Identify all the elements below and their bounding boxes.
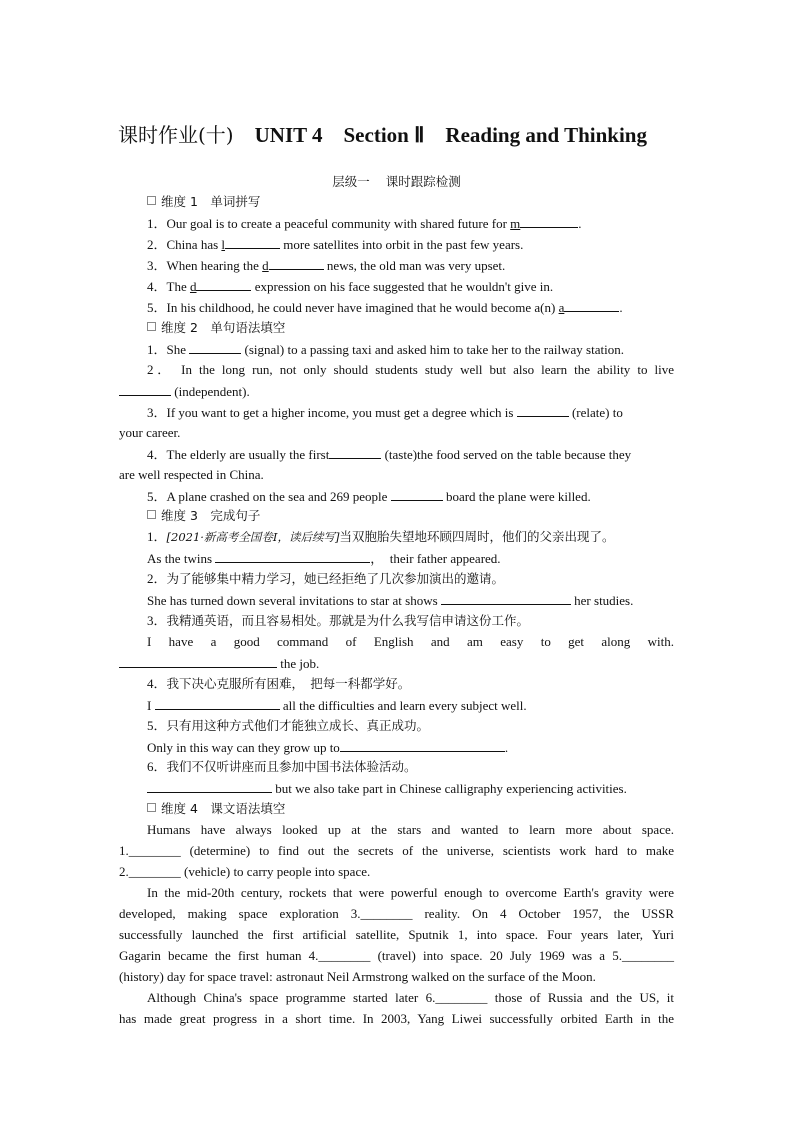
question-item-cont: (independent). [119, 382, 674, 401]
answer-blank[interactable] [517, 403, 569, 417]
title-topic: Reading and Thinking [445, 123, 647, 147]
section-heading-2: 维度 2 单句语法填空 [119, 319, 674, 337]
answer-blank[interactable] [329, 445, 381, 459]
passage-line: Gagarin became the first human 4.________ (travel) into space. 20 July 1969 was a 5.________ [119, 948, 674, 963]
checkbox-square-icon [147, 510, 156, 519]
question-item-en: but we also take part in Chinese calligraphy experiencing activities. [119, 779, 674, 798]
level-label: 层级一 [332, 174, 370, 189]
answer-blank[interactable] [564, 298, 619, 312]
checkbox-square-icon [147, 196, 156, 205]
level-heading [0, 173, 793, 191]
question-item: 4．The d expression on his face suggested that he wouldn't give in. [147, 279, 554, 294]
passage-line: 1.________ (determine) to find out the secrets of the universe, scientists work hard to make [119, 843, 674, 858]
question-item-cont: your career. [119, 425, 181, 440]
answer-blank[interactable] [225, 235, 280, 249]
title-section: Section Ⅱ [343, 123, 425, 147]
hint-letter: m [510, 216, 521, 231]
answer-blank[interactable] [520, 214, 578, 228]
answer-blank[interactable] [155, 696, 280, 710]
question-item-en: I all the difficulties and learn every subject well. [147, 698, 527, 713]
hint-letter: l [221, 237, 226, 252]
question-item-en-cont: the job. [119, 654, 674, 673]
passage-line: developed, making space exploration 3.________ reality. On 4 October 1957, the USSR [119, 906, 674, 921]
section-heading-1: 维度 1 单词拼写 [119, 193, 674, 211]
title-unit: UNIT 4 [254, 123, 323, 147]
question-source: [2021·新高考全国卷Ⅰ，读后续写] [166, 530, 340, 544]
question-item: 3．If you want to get a higher income, you must get a degree which is (relate) to [147, 405, 623, 420]
checkbox-square-icon [147, 322, 156, 331]
question-item-en: Only in this way can they grow up to . [147, 740, 509, 755]
answer-blank[interactable] [147, 779, 272, 793]
page-title [118, 121, 678, 149]
passage-line: successfully launched the first artificial satellite, Sputnik 1, into space. Four years later, Yuri [119, 927, 674, 942]
answer-blank[interactable] [340, 738, 505, 752]
section-heading-3: 维度 3 完成句子 [119, 507, 674, 525]
question-item: 1．She (signal) to a passing taxi and asked him to take her to the railway station. [147, 342, 624, 357]
question-item: 2． In the long run, not only should students study well but also learn the ability to live [147, 362, 674, 377]
answer-blank[interactable] [196, 277, 251, 291]
question-item-cont: are well respected in China. [119, 467, 264, 482]
hint-letter: a [558, 300, 565, 315]
passage-line: 2.________ (vehicle) to carry people into space. [119, 864, 371, 879]
question-item: 2．为了能够集中精力学习，她已经拒绝了几次参加演出的邀请。 [147, 571, 505, 586]
question-item: 5．只有用这种方式他们才能独立成长、真正成功。 [147, 718, 430, 733]
passage-line: Although China's space programme started later 6.________ those of Russia and the US, it [147, 990, 674, 1005]
question-item: 6．我们不仅听讲座而且参加中国书法体验活动。 [147, 759, 417, 774]
passage-line: (history) day for space travel: astronaut Neil Armstrong walked on the surface of the Moon. [119, 969, 596, 984]
question-item: 3．我精通英语，而且容易相处。那就是为什么我写信申请这份工作。 [147, 613, 530, 628]
checkbox-square-icon [147, 803, 156, 812]
question-item: 1．[2021·新高考全国卷Ⅰ，读后续写]当双胞胎失望地环顾四周时，他们的父亲出现了。 [147, 529, 615, 544]
passage-line: In the mid-20th century, rockets that were powerful enough to overcome Earth's gravity were [147, 885, 674, 900]
title-lesson: 课时作业(十) [118, 123, 234, 147]
hint-letter: d [262, 258, 269, 273]
level-name: 课时跟踪检测 [385, 174, 461, 189]
answer-blank[interactable] [119, 382, 171, 396]
question-item: 3．When hearing the d news, the old man was very upset. [147, 258, 506, 273]
question-item-en: She has turned down several invitations to star at shows her studies. [147, 593, 634, 608]
question-item: 4．我下决心克服所有困难， 把每一科都学好。 [147, 676, 411, 691]
question-item: 5．In his childhood, he could never have imagined that he would become a(n) a . [147, 300, 623, 315]
passage-line: Humans have always looked up at the stars and wanted to learn more about space. [147, 822, 674, 837]
answer-blank[interactable] [269, 256, 324, 270]
answer-blank[interactable] [441, 591, 571, 605]
passage-line: has made great progress in a short time. In 2003, Yang Liwei successfully orbited Earth in the [119, 1011, 674, 1026]
question-item: 5．A plane crashed on the sea and 269 people board the plane were killed. [147, 489, 591, 504]
question-item: 1．Our goal is to create a peaceful community with shared future for m . [147, 216, 582, 231]
hint-letter: d [189, 279, 197, 294]
answer-blank[interactable] [391, 487, 443, 501]
answer-blank[interactable] [189, 340, 241, 354]
question-item: 4．The elderly are usually the first (taste)the food served on the table because they [147, 447, 632, 462]
answer-blank[interactable] [215, 549, 370, 563]
section-heading-4: 维度 4 课文语法填空 [119, 800, 674, 818]
answer-blank[interactable] [119, 654, 277, 668]
question-item-en: As the twins ， their father appeared. [147, 551, 501, 566]
question-item-en: I have a good command of English and am easy to get along with. [147, 634, 674, 649]
question-item: 2．China has l more satellites into orbit in the past few years. [147, 237, 524, 252]
